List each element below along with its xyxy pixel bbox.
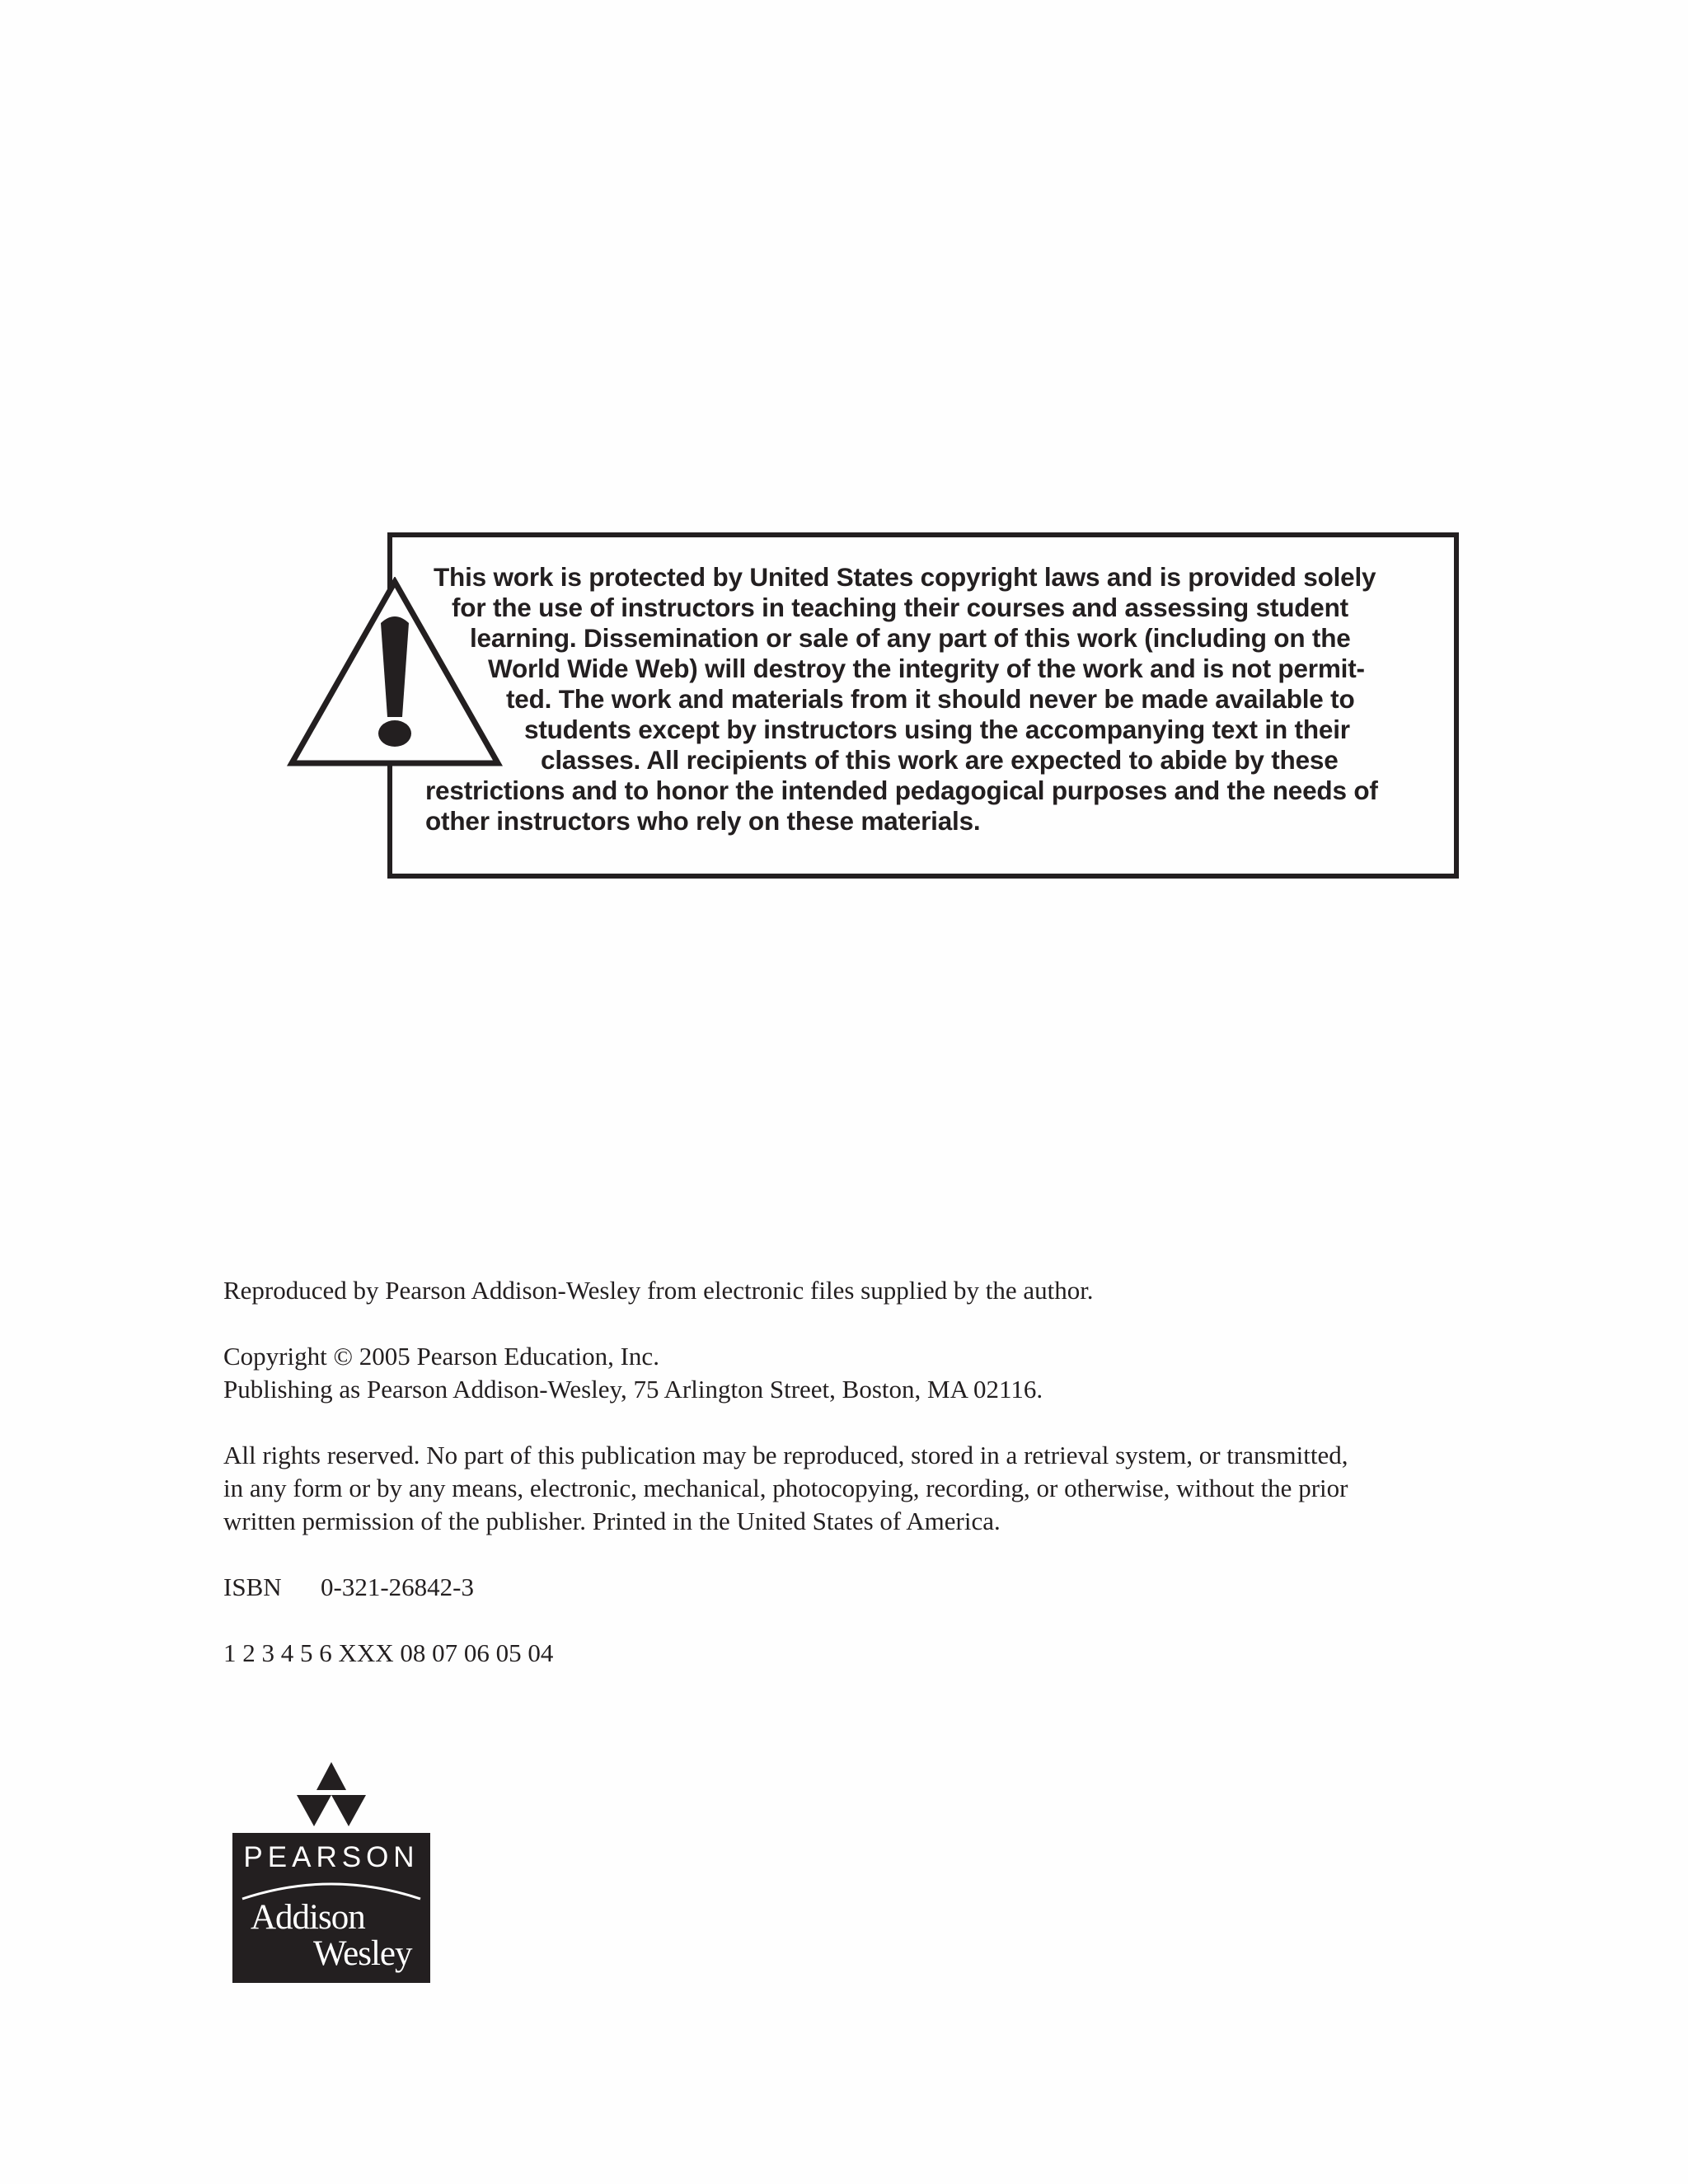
- reproduced-statement: Reproduced by Pearson Addison-Wesley from electronic files supplied by the author.: [223, 1276, 1094, 1305]
- notice-line: ted. The work and materials from it should never be made available to: [506, 684, 1355, 714]
- imprint-block: [223, 1274, 1542, 1703]
- notice-line: World Wide Web) will destroy the integrity of the work and is not permit-: [488, 654, 1365, 683]
- copyright-statement: Copyright © 2005 Pearson Education, Inc. Publishing as Pearson Addison-Wesley, 75 Arlington Street, Boston, MA 02116.: [223, 1342, 1043, 1404]
- notice-line: learning. Dissemination or sale of any part of this work (including on the: [470, 623, 1351, 653]
- rights-statement: All rights reserved. No part of this publication may be reproduced, stored in a retrieval system, or transmitted, in any form or by any means, electronic, mechanical, photocopying, recording, or otherwise, without the prior written permission of the publisher. Printed in the United States of America.: [223, 1441, 1348, 1535]
- pearson-addison-wesley-logo: [232, 1762, 430, 1983]
- notice-line: This work is protected by United States copyright laws and is provided solely: [434, 562, 1376, 592]
- printing-line: 1 2 3 4 5 6 XXX 08 07 06 05 04: [223, 1638, 554, 1667]
- isbn-number: 0-321-26842-3: [321, 1572, 474, 1601]
- notice-line: classes. All recipients of this work are expected to abide by these: [541, 745, 1339, 775]
- pearson-triangle-logo-icon: [295, 1762, 368, 1828]
- isbn-label: ISBN: [223, 1572, 282, 1601]
- notice-line: other instructors who rely on these materials.: [425, 806, 981, 836]
- logo-box: [232, 1833, 430, 1983]
- logo-addison-text: Addison: [251, 1898, 365, 1937]
- isbn-line: [223, 1571, 1542, 1604]
- notice-line: restrictions and to honor the intended pedagogical purposes and the needs of: [425, 776, 1378, 805]
- notice-line: students except by instructors using the accompanying text in their: [524, 715, 1350, 744]
- notice-line: for the use of instructors in teaching their courses and assessing student: [452, 593, 1348, 622]
- logo-wesley-text: Wesley: [313, 1934, 412, 1973]
- logo-pearson-text: PEARSON: [243, 1841, 420, 1873]
